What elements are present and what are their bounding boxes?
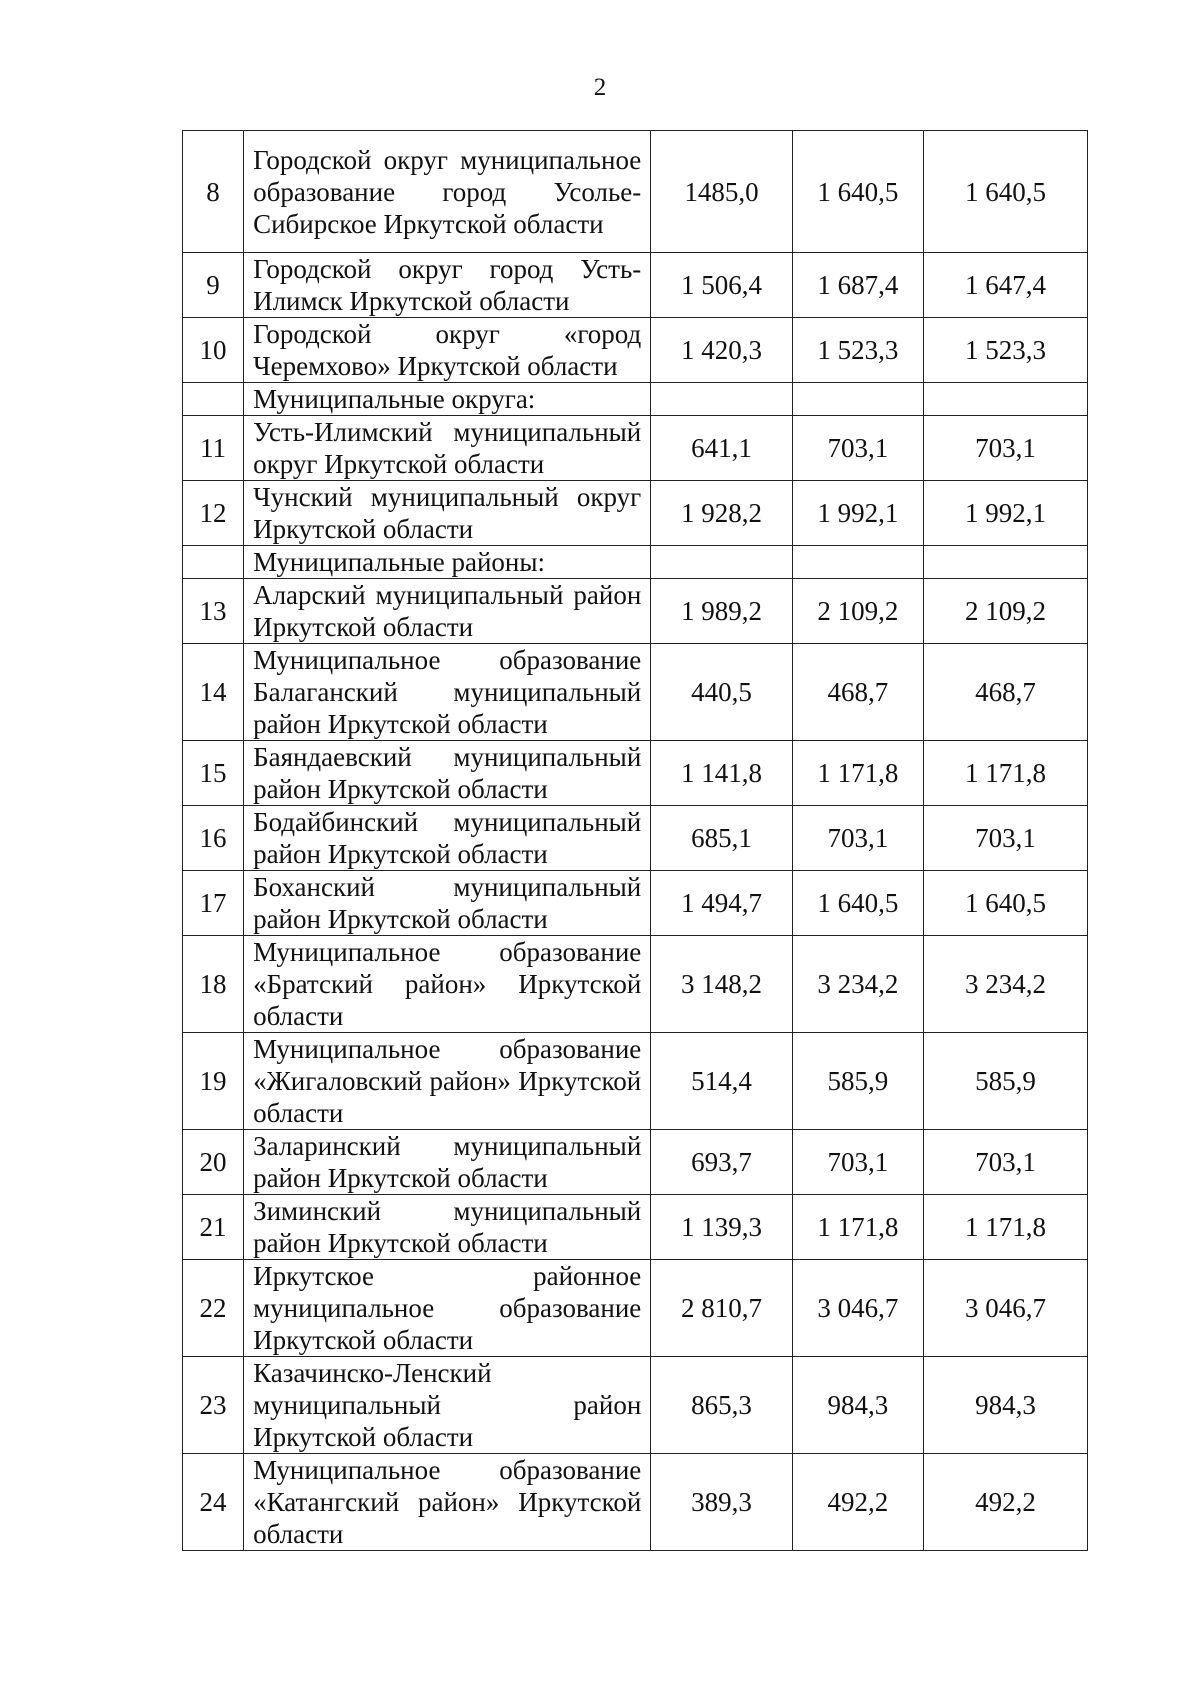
table-row (183, 936, 1088, 1033)
value-cell-1 (651, 546, 793, 579)
value-cell-1: 1 928,2 (651, 481, 793, 546)
row-number-cell: 16 (183, 806, 244, 871)
row-number-cell: 15 (183, 741, 244, 806)
value-cell-3: 984,3 (924, 1357, 1088, 1454)
value-cell-2: 1 992,1 (792, 481, 923, 546)
municipality-name-cell: Муниципальное образование «Братский район» Иркутской области (244, 936, 651, 1033)
value-cell-3: 703,1 (924, 806, 1088, 871)
value-cell-2: 984,3 (792, 1357, 923, 1454)
municipality-name-cell: Баяндаевский муниципальный район Иркутской области (244, 741, 651, 806)
value-cell-3: 1 640,5 (924, 871, 1088, 936)
row-number-cell: 14 (183, 644, 244, 741)
table-row (183, 579, 1088, 644)
section-title: Муниципальные районы: (244, 546, 651, 579)
value-cell-1: 440,5 (651, 644, 793, 741)
row-number-cell: 12 (183, 481, 244, 546)
row-number-cell: 21 (183, 1195, 244, 1260)
row-number-cell: 13 (183, 579, 244, 644)
value-cell-1: 641,1 (651, 416, 793, 481)
row-number-cell: 8 (183, 131, 244, 253)
value-cell-1: 1 139,3 (651, 1195, 793, 1260)
value-cell-2: 2 109,2 (792, 579, 923, 644)
municipality-name-cell: Зиминский муниципальный район Иркутской области (244, 1195, 651, 1260)
municipality-name-cell: Муниципальное образование «Жигаловский район» Иркутской области (244, 1033, 651, 1130)
value-cell-3 (924, 383, 1088, 416)
table-row (183, 871, 1088, 936)
section-row (183, 546, 1088, 579)
municipality-name-cell: Аларский муниципальный район Иркутской области (244, 579, 651, 644)
value-cell-3: 1 171,8 (924, 1195, 1088, 1260)
value-cell-1: 389,3 (651, 1454, 793, 1551)
municipalities-table (182, 130, 1088, 1551)
table-row (183, 644, 1088, 741)
municipality-name-cell: Муниципальное образование Балаганский муниципальный район Иркутской области (244, 644, 651, 741)
table-row (183, 131, 1088, 253)
value-cell-3 (924, 546, 1088, 579)
value-cell-1: 514,4 (651, 1033, 793, 1130)
value-cell-3: 1 523,3 (924, 318, 1088, 383)
row-number-cell: 23 (183, 1357, 244, 1454)
table-row (183, 806, 1088, 871)
value-cell-3: 2 109,2 (924, 579, 1088, 644)
table-body (183, 131, 1088, 1551)
value-cell-2: 1 171,8 (792, 741, 923, 806)
value-cell-3: 1 640,5 (924, 131, 1088, 253)
value-cell-2: 3 234,2 (792, 936, 923, 1033)
value-cell-3: 3 234,2 (924, 936, 1088, 1033)
value-cell-2: 1 523,3 (792, 318, 923, 383)
value-cell-2: 468,7 (792, 644, 923, 741)
row-number-cell: 11 (183, 416, 244, 481)
municipality-name-cell: Заларинский муниципальный район Иркутской области (244, 1130, 651, 1195)
municipality-name-cell: Боханский муниципальный район Иркутской области (244, 871, 651, 936)
table-row (183, 1454, 1088, 1551)
value-cell-2 (792, 383, 923, 416)
row-number-cell: 20 (183, 1130, 244, 1195)
value-cell-2: 703,1 (792, 416, 923, 481)
municipality-name-cell: Усть-Илимский муниципальный округ Иркутской области (244, 416, 651, 481)
value-cell-1: 1 420,3 (651, 318, 793, 383)
row-number-cell: 24 (183, 1454, 244, 1551)
section-title: Муниципальные округа: (244, 383, 651, 416)
table-row (183, 741, 1088, 806)
value-cell-3: 703,1 (924, 1130, 1088, 1195)
row-number-cell: 10 (183, 318, 244, 383)
table-row (183, 318, 1088, 383)
value-cell-2: 703,1 (792, 1130, 923, 1195)
row-number-cell (183, 546, 244, 579)
value-cell-3: 1 992,1 (924, 481, 1088, 546)
municipality-name-cell: Муниципальное образование «Катангский район» Иркутской области (244, 1454, 651, 1551)
municipality-name-cell: Городской округ город Усть-Илимск Иркутской области (244, 253, 651, 318)
table-row (183, 253, 1088, 318)
value-cell-3: 1 647,4 (924, 253, 1088, 318)
table-row (183, 1033, 1088, 1130)
section-row (183, 383, 1088, 416)
table-row (183, 1195, 1088, 1260)
value-cell-3: 703,1 (924, 416, 1088, 481)
row-number-cell: 19 (183, 1033, 244, 1130)
table-row (183, 1260, 1088, 1357)
value-cell-1: 1 494,7 (651, 871, 793, 936)
municipality-name-cell: Иркутское районное муниципальное образование Иркутской области (244, 1260, 651, 1357)
value-cell-1: 1485,0 (651, 131, 793, 253)
municipality-name-cell: Чунский муниципальный округ Иркутской области (244, 481, 651, 546)
value-cell-3: 1 171,8 (924, 741, 1088, 806)
municipality-name-cell: Городской округ «город Черемхово» Иркутской области (244, 318, 651, 383)
value-cell-2: 1 640,5 (792, 871, 923, 936)
value-cell-2: 585,9 (792, 1033, 923, 1130)
table-row (183, 1357, 1088, 1454)
value-cell-2: 703,1 (792, 806, 923, 871)
value-cell-1: 1 989,2 (651, 579, 793, 644)
value-cell-2 (792, 546, 923, 579)
value-cell-2: 492,2 (792, 1454, 923, 1551)
page-number: 2 (593, 74, 607, 101)
value-cell-2: 1 171,8 (792, 1195, 923, 1260)
municipality-name-cell: Городской округ муниципальное образование город Усолье-Сибирское Иркутской области (244, 131, 651, 253)
value-cell-3: 492,2 (924, 1454, 1088, 1551)
value-cell-3: 3 046,7 (924, 1260, 1088, 1357)
row-number-cell: 18 (183, 936, 244, 1033)
value-cell-3: 585,9 (924, 1033, 1088, 1130)
table-row (183, 481, 1088, 546)
value-cell-1 (651, 383, 793, 416)
value-cell-1: 1 506,4 (651, 253, 793, 318)
table-row (183, 1130, 1088, 1195)
value-cell-2: 3 046,7 (792, 1260, 923, 1357)
value-cell-1: 3 148,2 (651, 936, 793, 1033)
table-row (183, 416, 1088, 481)
municipality-name-cell: Казачинско-Ленский муниципальный район Иркутской области (244, 1357, 651, 1454)
municipality-name-cell: Бодайбинский муниципальный район Иркутской области (244, 806, 651, 871)
value-cell-1: 693,7 (651, 1130, 793, 1195)
value-cell-1: 685,1 (651, 806, 793, 871)
row-number-cell: 22 (183, 1260, 244, 1357)
value-cell-1: 2 810,7 (651, 1260, 793, 1357)
row-number-cell: 17 (183, 871, 244, 936)
value-cell-2: 1 687,4 (792, 253, 923, 318)
row-number-cell (183, 383, 244, 416)
value-cell-2: 1 640,5 (792, 131, 923, 253)
value-cell-3: 468,7 (924, 644, 1088, 741)
row-number-cell: 9 (183, 253, 244, 318)
value-cell-1: 865,3 (651, 1357, 793, 1454)
value-cell-1: 1 141,8 (651, 741, 793, 806)
